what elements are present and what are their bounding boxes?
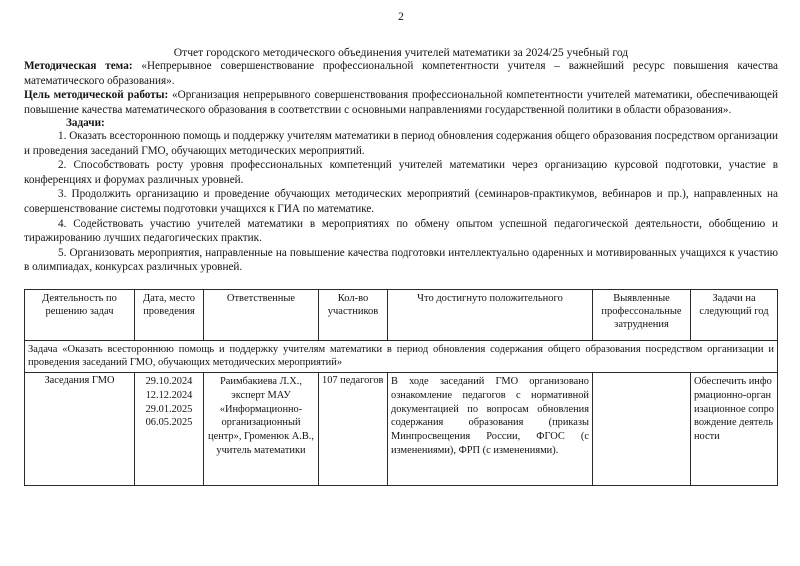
task-item-4: 4. Содействовать участию учителей математики в мероприятиях по обмену опытом успешной педагогической деятельности, обобщению и тиражированию лучших педагогических практик. [24,217,778,245]
cell-next-year: Обеспечить информационно-организационное сопровождение деятельности [691,372,778,485]
report-table-container [0,289,800,486]
column-header-problems: Выявленные профессональные затруднения [593,289,691,340]
column-header-next-year: Задачи на следующий год [691,289,778,340]
task-item-5: 5. Организовать мероприятия, направленные на повышение качества подготовки интеллектуально одаренных и мотивированных учащихся к участию в олимпиадах, конкурсах различных уровней. [24,246,778,274]
table-task-group-row [25,340,778,372]
cell-activity: Заседания ГМО [25,372,135,485]
table-row [25,372,778,485]
methodical-goal-label: Цель методической работы: [24,89,169,102]
report-table-body [25,340,778,485]
cell-problems [593,372,691,485]
tasks-heading: Задачи: [66,117,105,130]
column-header-participants: Кол-во участников [319,289,388,340]
methodical-theme-text: «Непрерывное совершенствование профессиональной компетентности учителя – важнейший ресурс повышения качества математического образования». [24,60,778,87]
column-header-responsible: Ответственные [204,289,319,340]
methodical-theme-label: Методическая тема: [24,60,133,73]
report-table-header [25,289,778,340]
table-header-row [25,289,778,340]
page-title: Отчет городского методического объединения учителей математики за 2024/25 учебный год [173,45,629,59]
task-item-1: 1. Оказать всестороннюю помощь и поддержку учителям математики в период обновления содержания общего образования посредством организации и проведения заседаний ГМО, обучающих методических мероприятий. [24,130,778,157]
page-number: 2 [398,11,404,23]
methodical-goal-paragraph [24,88,778,117]
task-item-3: 3. Продолжить организацию и проведение обучающих методических мероприятий (семинаров-практикумов, вебинаров и пр.), направленных на совершенствование системы подготовки учащихся к ГИА по математике. [24,188,778,215]
methodical-theme-paragraph [24,59,778,88]
column-header-activity: Деятельность по решению задач [25,289,135,340]
report-table [24,289,778,486]
cell-responsible: Раимбакиева Л.Х., эксперт МАУ «Информационно-организационный центр», Громенюк А.В., учитель математики [204,372,319,485]
column-header-achieved: Что достигнуто положительного [388,289,593,340]
cell-dates: 29.10.2024 12.12.2024 29.01.2025 06.05.2025 [135,372,204,485]
cell-achieved: В ходе заседаний ГМО организовано ознакомление педагогов с нормативной документацией по вопросам обновления содержания образования (приказы Минпросвещения России, ФГОС (с изменениями), ФРП (с изменениями). [388,372,593,485]
task-group-label: Задача «Оказать всестороннюю помощь и поддержку учителям математики в период обновления содержания общего образования посредством организации и проведения заседаний ГМО, обучающих методических мероприятий» [25,340,778,372]
column-header-date-place: Дата, место проведения [135,289,204,340]
methodical-goal-text: «Организация непрерывного совершенствования профессиональной компетентности учителей математики, обеспечивающей повышение качества математического образования в соответствии с основными направлениями государственной политики в области образования». [24,89,778,116]
cell-participants: 107 педагогов [319,372,388,485]
task-item-2: 2. Способствовать росту уровня профессиональных компетенций учителей математики через организацию курсовой подготовки, участие в конференциях и форумах различных уровней. [24,159,778,186]
page-text-content [0,0,800,275]
